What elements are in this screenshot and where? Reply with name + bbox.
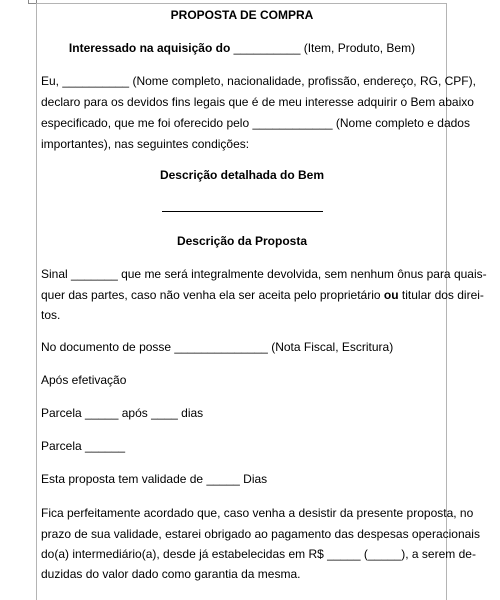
final-line-3-a: do(a) intermediário(a), desde já estabelecidas em R$ [41, 547, 328, 561]
intro-line-1 [41, 74, 476, 88]
intro-line-3-b: (Nome completo e dados [332, 116, 470, 130]
interest-blank: __________ [233, 41, 301, 55]
final-line-3-c: ), a serem de- [401, 547, 476, 561]
intro-line-1-b: (Nome completo, nacionalidade, profissão, endereço, RG, CPF), [129, 74, 476, 88]
parcela-line-2 [41, 439, 443, 453]
final-line-4: duzidas do valor dado como garantia da mesma. [41, 567, 301, 581]
posse-line [41, 340, 443, 354]
parcela-1-c: dias [177, 406, 204, 420]
asset-description-line [162, 211, 323, 212]
sinal-line-1-blank: _______ [71, 267, 118, 281]
validade-b: Dias [239, 472, 268, 486]
sinal-line-1-b: que me será integralmente devolvida, sem nenhum ônus para quais- [117, 267, 487, 281]
parcela-line-1 [41, 406, 443, 420]
intro-line-3-blank: ____________ [252, 116, 333, 130]
interest-prefix: Interessado na aquisição do [68, 41, 234, 55]
sinal-line-2-bold: ou [383, 288, 399, 302]
document-title: PROPOSTA DE COMPRA [170, 8, 314, 22]
validade-line [41, 472, 443, 486]
sinal-line-2-a: quer das partes, caso não venha ela ser aceita pelo proprietário [41, 288, 384, 302]
validade-a: Esta proposta tem validade de [41, 472, 207, 486]
interest-suffix: (Item, Produto, Bem) [300, 41, 416, 55]
intro-line-1-blank: __________ [62, 74, 130, 88]
final-line-1: Fica perfeitamente acordado que, caso venha a desistir da presente proposta, no [41, 506, 474, 520]
intro-line-1-a: Eu, [41, 74, 63, 88]
posse-suffix: (Nota Fiscal, Escritura) [267, 340, 394, 354]
final-line-3-blank-1: _____ [327, 547, 361, 561]
parcela-1-a: Parcela [41, 406, 86, 420]
interest-line [41, 41, 443, 55]
sinal-line-3: tos. [41, 308, 61, 322]
validade-blank: _____ [206, 472, 240, 486]
sinal-line-2 [41, 288, 484, 302]
proposal-heading: Descrição da Proposta [176, 234, 308, 248]
final-line-3 [41, 547, 476, 561]
parcela-1-blank-2: ____ [151, 406, 178, 420]
parcela-1-blank-1: _____ [85, 406, 119, 420]
asset-heading: Descrição detalhada do Bem [159, 168, 325, 182]
final-line-3-blank-2: _____ [367, 547, 402, 561]
posse-blank: ______________ [174, 340, 268, 354]
posse-prefix: No documento de posse [41, 340, 175, 354]
parcela-2-blank: ______ [85, 439, 126, 453]
intro-line-2: declaro para os devidos fins legais que é de meu interesse adquirir o Bem abaixo [41, 95, 474, 109]
final-line-2: prazo de sua validade, estarei obrigado ao pagamento das despesas operacionais [41, 527, 480, 541]
intro-line-4: importantes), nas seguintes condições: [41, 137, 250, 151]
intro-line-3-a: especificado, que me foi oferecido pelo [41, 116, 253, 130]
sinal-line-1-a: Sinal [41, 267, 72, 281]
sinal-line-1 [41, 267, 487, 281]
sinal-line-2-b: titular dos direi- [398, 288, 484, 302]
parcela-1-b: após [118, 406, 152, 420]
intro-line-3 [41, 116, 470, 130]
parcela-2-a: Parcela [41, 439, 86, 453]
apos-efetivacao: Após efetivação [41, 373, 127, 387]
final-line-3-b: ( [360, 547, 368, 561]
